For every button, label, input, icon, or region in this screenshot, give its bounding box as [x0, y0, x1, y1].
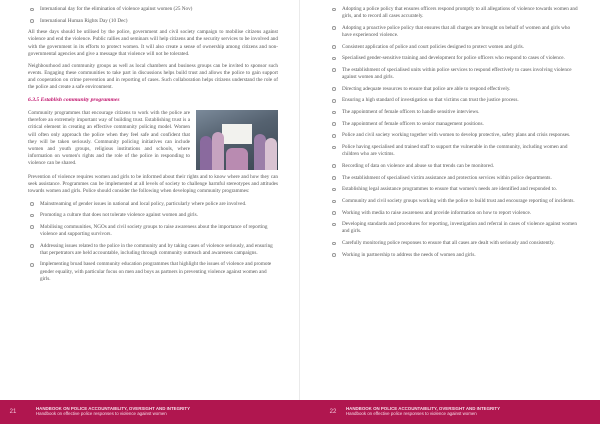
list-item: The establishment of specialised units within police services to respond effectively to cases involving violence against women and girls. [330, 67, 578, 81]
left-page-content [28, 6, 278, 287]
list-item: Consistent application of police and court policies designed to protect women and girls. [330, 44, 578, 51]
list-item: Ensuring a high standard of investigation so that victims can trust the justice process. [330, 97, 578, 104]
body-paragraph: Neighbourhood and community groups as well as local chambers and business groups can be invited to sponsor such events. Engaging these communities to take part in discussions helps build trust and allows the police to gain support and cooperation on crime prevention and in reporting of cases. Such collaboration helps citizens understand the role of the police and create a safe environment. [28, 62, 278, 91]
bullet-icon [332, 176, 336, 180]
bullet-icon [30, 19, 34, 23]
photo-figure [226, 148, 248, 170]
children-photo [196, 110, 278, 170]
list-item: Developing standards and procedures for reporting, investigation and referral in cases of violence against women and girls. [330, 221, 578, 235]
list-item: Working in partnership to address the needs of women and girls. [330, 252, 578, 259]
footer-text-right [346, 406, 500, 417]
bullet-icon [30, 244, 34, 248]
list-item: The appointment of female officers to handle sensitive interviews. [330, 109, 578, 116]
list-item: International Human Rights Day (10 Dec) [28, 18, 278, 25]
bullet-icon [332, 242, 336, 246]
list-item: Community and civil society groups working with the police to build trust and encourage reporting of incidents. [330, 198, 578, 205]
placard-image [222, 124, 252, 144]
bullet-icon [332, 211, 336, 215]
bullet-icon [332, 164, 336, 168]
bullet-icon [332, 122, 336, 126]
body-paragraph: All these days should be utilised by the police, government and civil society campaign to mobilise citizens against violence and end the violence. Public rallies and seminars will help citizens and the security services to be involved and with the government in its efforts to protect women. It will also create a sense of ownership among citizens and non-governmental agencies and give a message that violence will not be tolerated. [28, 29, 278, 57]
footer-band [0, 400, 600, 424]
list-item: Recording of data on violence and abuse so that trends can be monitored. [330, 163, 578, 170]
footer-text-left [36, 406, 190, 417]
right-bullet-list [330, 6, 578, 259]
bullet-icon [332, 146, 336, 150]
right-page [300, 0, 600, 424]
bullet-icon [332, 223, 336, 227]
list-item: Establishing legal assistance programmes to ensure that women's needs are identified and responded to. [330, 186, 578, 193]
bullet-icon [332, 8, 336, 12]
list-item: Promoting a culture that does not tolerate violence against women and girls. [28, 212, 278, 219]
list-item: Addressing issues related to the police in the community and by taking cases of violence seriously, and ensuring that perpetrators are held accountable, including through community outreach and awareness campaigns. [28, 243, 278, 257]
bullet-icon [30, 263, 34, 267]
list-item: Mainstreaming of gender issues in national and local policy, particularly where police are involved. [28, 201, 278, 208]
wrapped-text-block [28, 110, 278, 174]
bullet-icon [332, 188, 336, 192]
body-paragraph: Community programmes that encourage citizens to work with the police are therefore an extremely important way of building trust. Establishing trust is a critical element in creating an effective community policing model. Women will often only approach the police when they feel safe and confident that they will be taken seriously. Community policing initiatives can include women and youth groups, religious institutions and schools, where information on women's rights and the role of the police in responding to violence can be shared. [28, 110, 190, 166]
section-heading: 6.3.5 Establish community programmes [28, 97, 120, 104]
bullet-icon [332, 253, 336, 257]
list-item: The establishment of specialised victim assistance and protection services within police departments. [330, 175, 578, 182]
list-item: Police and civil society working together with women to develop protective, safety plans and crisis responses. [330, 132, 578, 139]
page-number-left: 21 [9, 409, 17, 415]
footer-subtitle: Handbook on effective police responses to violence against women [36, 411, 167, 417]
bullet-icon [332, 45, 336, 49]
page-number-right: 22 [329, 409, 337, 415]
programme-bullet-list [28, 201, 278, 283]
list-item: Implementing broad based community education programmes that highlight the issues of violence and promote gender equality, with particular focus on men and boys as partners in preventing violence against women and girls. [28, 261, 278, 282]
list-item: International day for the elimination of violence against women (25 Nov) [28, 6, 278, 13]
list-item: Mobilising communities, NGOs and civil society groups to raise awareness about the importance of reporting violence and supporting survivors. [28, 224, 278, 238]
list-item: The appointment of female officers to senior management positions. [330, 121, 578, 128]
list-item: Specialised gender-sensitive training and development for police officers who respond to cases of violence. [330, 55, 578, 62]
list-item: Police having specialised and trained staff to support the vulnerable in the community, including women and children who are victims. [330, 144, 578, 158]
bullet-icon [332, 87, 336, 91]
right-page-content [330, 6, 578, 264]
bullet-icon [332, 57, 336, 61]
bullet-icon [30, 8, 34, 12]
list-item: Working with media to raise awareness and provide information on how to report violence. [330, 210, 578, 217]
top-bullet-list [28, 6, 278, 25]
photo-figure [265, 138, 277, 170]
photo-figure [200, 136, 212, 170]
list-item: Adopting a proactive police policy that ensures that all charges are brought on behalf of women and girls who have experienced violence. [330, 25, 578, 39]
bullet-icon [30, 202, 34, 206]
list-item: Carefully monitoring police responses to ensure that all cases are dealt with seriously and consistently. [330, 240, 578, 247]
bullet-icon [332, 111, 336, 115]
footer-title: HANDBOOK ON POLICE ACCOUNTABILITY, OVERSIGHT AND INTEGRITY [346, 406, 500, 411]
body-paragraph: Prevention of violence requires women and girls to be informed about their rights and to know where and how they can seek assistance. Programmes can be implemented at all levels of society to challenge harmful stereotypes and attitudes towards women and girls. Police should consider the following when developing community programmes: [28, 174, 278, 195]
bullet-icon [30, 225, 34, 229]
bullet-icon [332, 26, 336, 30]
footer-subtitle: Handbook on effective police responses to violence against women [346, 411, 477, 417]
list-item: Adopting a police policy that ensures officers respond promptly to all allegations of violence towards women and girls, and to record all cases accurately. [330, 6, 578, 20]
bullet-icon [332, 99, 336, 103]
footer-title: HANDBOOK ON POLICE ACCOUNTABILITY, OVERSIGHT AND INTEGRITY [36, 406, 190, 411]
bullet-icon [30, 214, 34, 218]
bullet-icon [332, 200, 336, 204]
list-item: Directing adequate resources to ensure that police are able to respond effectively. [330, 86, 578, 93]
bullet-icon [332, 68, 336, 72]
photo-figure [212, 132, 224, 170]
bullet-icon [332, 134, 336, 138]
